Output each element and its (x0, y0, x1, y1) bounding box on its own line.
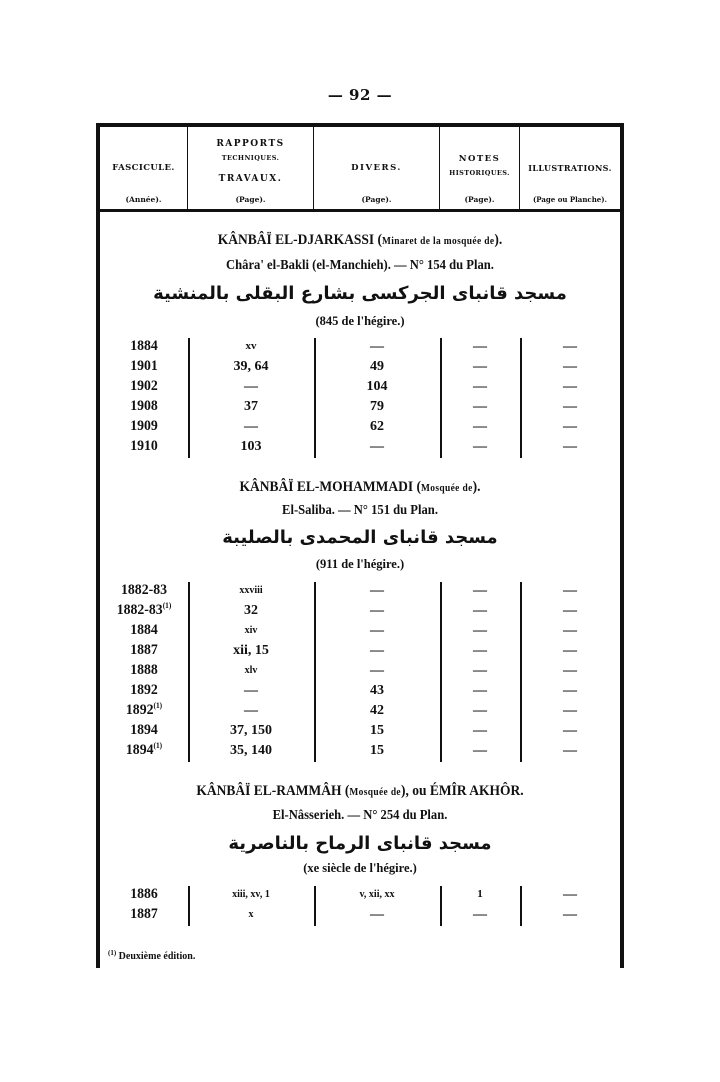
header-rapports (188, 127, 314, 209)
year-text: 1892 (125, 702, 154, 718)
illustrations-cell: — (563, 583, 577, 598)
section-hegire: (845 de l'hégire.) (315, 314, 405, 328)
header-divers-sub: (Page). (361, 195, 392, 204)
table-row (100, 356, 620, 377)
illustrations-cell: — (563, 623, 577, 638)
section-arabic: مسجد قانباى الجركسى بشارع البقلى بالمنشية (153, 283, 567, 304)
rapports-cell: x (248, 909, 254, 920)
section-title (122, 232, 597, 249)
year-text: 1894 (130, 722, 158, 738)
year-cell (104, 680, 185, 701)
illustrations-cell: — (563, 359, 577, 374)
rapports-cell: 37 (244, 399, 258, 414)
rapports-cell: — (244, 703, 258, 718)
footnote-marker: (1) (162, 601, 172, 610)
illustrations-cell: — (563, 723, 577, 738)
divers-cell: 42 (370, 703, 384, 718)
rapports-cell: xv (245, 340, 257, 352)
illustrations-cell: — (563, 379, 577, 394)
table-row (100, 600, 620, 621)
notes-cell: — (473, 683, 487, 698)
year-cell (104, 660, 185, 681)
section-title-small: Minaret de la mosquée de (381, 236, 495, 247)
rapports-cell: 103 (240, 439, 262, 454)
table-row (100, 336, 620, 357)
section-title-small: Mosquée de (420, 483, 473, 494)
year-cell: 1884 (130, 338, 158, 354)
year-cell (104, 720, 185, 741)
year-text: 1894 (125, 742, 154, 758)
table-row (100, 376, 620, 397)
header-illustrations-sub: (Page ou Planche). (532, 195, 607, 204)
notes-cell: — (473, 643, 487, 658)
illustrations-cell: — (563, 339, 577, 354)
footnote-marker: (1) (153, 701, 163, 710)
table-row (100, 904, 620, 925)
notes-cell: — (473, 603, 487, 618)
divers-cell: — (370, 583, 384, 598)
notes-cell: 1 (477, 888, 483, 900)
header-rapports-line1: RAPPORTS (216, 139, 285, 149)
illustrations-cell: — (563, 603, 577, 618)
notes-cell: — (473, 623, 487, 638)
year-cell: 1901 (130, 358, 158, 374)
illustrations-cell: — (563, 643, 577, 658)
illustrations-cell: — (563, 663, 577, 678)
section-title-small: Mosquée de (349, 787, 401, 798)
rapports-cell: xiii, xv, 1 (232, 889, 270, 900)
illustrations-cell: — (563, 703, 577, 718)
rapports-cell: 35, 140 (230, 743, 272, 758)
notes-cell: — (473, 339, 487, 354)
year-cell (104, 600, 185, 621)
table-row (100, 660, 620, 681)
divers-cell: — (370, 339, 384, 354)
header-notes-line2: HISTORIQUES. (449, 169, 510, 177)
rapports-cell: xlv (244, 665, 258, 676)
divers-cell: 15 (370, 723, 384, 738)
section-title-main: KÂNBÂÏ EL-RAMMÂH ( (196, 783, 350, 799)
section-title-main: KÂNBÂÏ EL-DJARKASSI ( (217, 232, 382, 248)
table-row (100, 740, 620, 761)
year-cell (104, 580, 185, 601)
section-title-main: KÂNBÂÏ EL-MOHAMMADI ( (239, 479, 421, 495)
rapports-cell: — (244, 379, 258, 394)
year-cell (104, 620, 185, 641)
divers-cell: — (370, 907, 384, 922)
section-rows (100, 882, 620, 928)
footnote-marker: (1) (108, 949, 117, 957)
section-title-end: ). (494, 232, 503, 248)
section-subtitle: Châra' el-Bakli (el-Manchieh). — N° 154 du Plan. (226, 258, 494, 273)
year-text: 1887 (130, 642, 158, 658)
table-row (100, 436, 620, 457)
year-text: 1882-83 (121, 582, 167, 598)
year-cell: 1902 (130, 378, 158, 394)
notes-cell: — (473, 663, 487, 678)
notes-cell: — (473, 703, 487, 718)
divers-cell: — (370, 623, 384, 638)
table-row (100, 416, 620, 437)
table-row (100, 640, 620, 661)
section-title-end: ). (472, 479, 481, 495)
year-cell: 1910 (130, 438, 158, 454)
page-number: — 92 — (327, 86, 393, 104)
notes-cell: — (473, 399, 487, 414)
rapports-cell: 39, 64 (233, 359, 269, 374)
header-notes (440, 127, 520, 209)
rapports-cell: xii, 15 (233, 643, 269, 658)
table-row (100, 680, 620, 701)
divers-cell: 49 (370, 359, 384, 374)
footnote (108, 949, 195, 962)
illustrations-cell: — (563, 907, 577, 922)
header-rapports-line3: TRAVAUX. (218, 174, 283, 184)
table-row (100, 720, 620, 741)
table-row (100, 580, 620, 601)
notes-cell: — (473, 907, 487, 922)
footnote-text: Deuxième édition. (118, 951, 196, 962)
header-notes-line1: NOTES (458, 154, 501, 164)
year-cell (104, 700, 185, 721)
year-cell: 1887 (130, 906, 158, 922)
header-illustrations (520, 127, 620, 209)
header-divers-label: DIVERS. (351, 163, 402, 173)
illustrations-cell: — (563, 399, 577, 414)
section-rows (100, 578, 620, 764)
illustrations-cell: — (563, 419, 577, 434)
divers-cell: 15 (370, 743, 384, 758)
rapports-cell: xiv (244, 625, 258, 636)
header-fascicule-label: FASCICULE. (112, 163, 175, 173)
notes-cell: — (473, 439, 487, 454)
year-cell: 1908 (130, 398, 158, 414)
header-rapports-sub: (Page). (235, 195, 266, 204)
section-arabic: مسجد قانباى الرماح بالناصرية (228, 833, 492, 854)
notes-cell: — (473, 419, 487, 434)
divers-cell: — (370, 643, 384, 658)
section-hegire: (911 de l'hégire.) (315, 557, 405, 571)
year-cell: 1886 (130, 886, 158, 902)
year-text: 1882-83 (116, 602, 163, 618)
rapports-cell: 37, 150 (230, 723, 272, 738)
divers-cell: 62 (370, 419, 384, 434)
divers-cell: — (370, 663, 384, 678)
table-row (100, 396, 620, 417)
divers-cell: — (370, 439, 384, 454)
notes-cell: — (473, 359, 487, 374)
section-title (122, 783, 597, 800)
header-fascicule-sub: (Année). (125, 195, 162, 204)
section-subtitle: El-Saliba. — N° 151 du Plan. (282, 503, 438, 518)
table-row (100, 884, 620, 905)
notes-cell: — (473, 583, 487, 598)
header-illustrations-label: ILLUSTRATIONS. (528, 163, 612, 173)
divers-cell: v, xii, xx (359, 889, 395, 900)
illustrations-cell: — (563, 887, 577, 902)
section-title-end: ), ou ÉMÎR AKHÔR. (400, 783, 524, 799)
year-text: 1892 (130, 682, 158, 698)
notes-cell: — (473, 379, 487, 394)
year-cell (104, 640, 185, 661)
illustrations-cell: — (563, 439, 577, 454)
year-cell (104, 740, 185, 761)
header-divers (314, 127, 440, 209)
header-notes-sub: (Page). (464, 195, 495, 204)
notes-cell: — (473, 743, 487, 758)
table-row (100, 620, 620, 641)
rapports-cell: — (244, 683, 258, 698)
header-fascicule (100, 127, 188, 209)
header-rapports-line2: TECHNIQUES. (221, 154, 280, 162)
year-text: 1888 (130, 662, 158, 678)
divers-cell: 79 (370, 399, 384, 414)
section-rows (100, 334, 620, 460)
table-header-rule (96, 209, 624, 212)
section-hegire: (xe siècle de l'hégire.) (303, 861, 417, 875)
year-text: 1884 (130, 622, 158, 638)
table-row (100, 700, 620, 721)
illustrations-cell: — (563, 743, 577, 758)
divers-cell: 43 (370, 683, 384, 698)
rapports-cell: — (244, 419, 258, 434)
section-title (122, 479, 597, 496)
illustrations-cell: — (563, 683, 577, 698)
footnote-marker: (1) (153, 741, 163, 750)
rapports-cell: 32 (244, 603, 258, 618)
year-cell: 1909 (130, 418, 158, 434)
divers-cell: — (370, 603, 384, 618)
rapports-cell: xxviii (239, 585, 263, 596)
section-arabic: مسجد قانباى المحمدى بالصليبة (222, 527, 498, 548)
section-subtitle: El-Nâsserieh. — N° 254 du Plan. (272, 808, 448, 823)
divers-cell: 104 (366, 379, 388, 394)
notes-cell: — (473, 723, 487, 738)
